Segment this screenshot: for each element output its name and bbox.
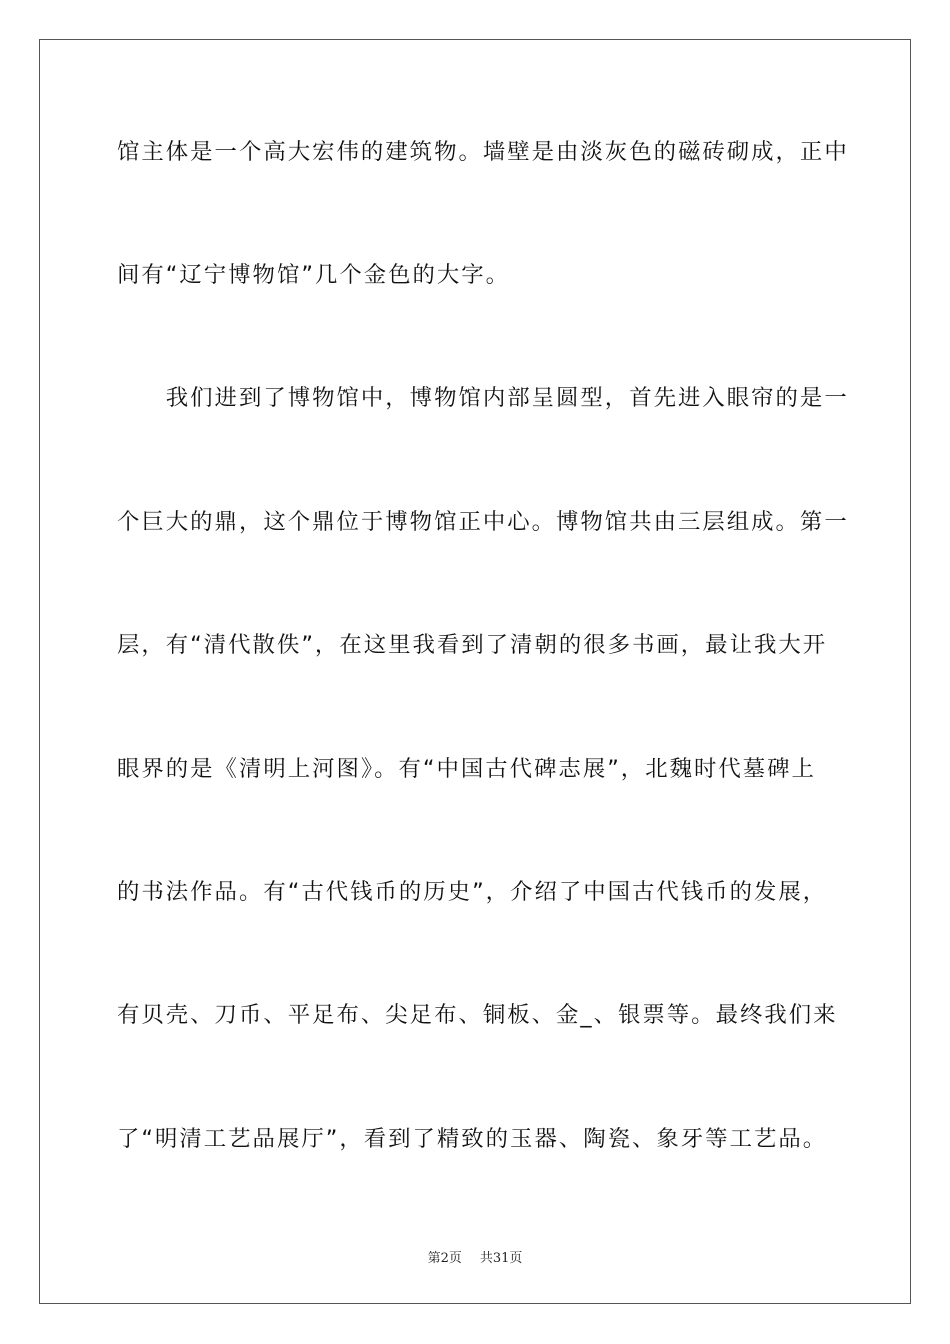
- text-line: 馆主体是一个高大宏伟的建筑物。墙壁是由淡灰色的磁砖砌成，正中: [117, 139, 849, 165]
- total-pages-label: 共31页: [479, 1251, 523, 1266]
- text-line: 我们进到了博物馆中，博物馆内部呈圆型，首先进入眼帘的是一: [117, 385, 849, 411]
- text-line: 层，有“清代散佚”，在这里我看到了清朝的很多书画，最让我大开: [117, 632, 828, 658]
- text-line: 了“明清工艺品展厅”，看到了精致的玉器、陶瓷、象牙等工艺品。: [117, 1126, 828, 1152]
- text-line: 有贝壳、刀币、平足布、尖足布、铜板、金_、银票等。最终我们来: [117, 1002, 838, 1028]
- text-line: 间有“辽宁博物馆”几个金色的大字。: [117, 262, 511, 288]
- page-footer: [0, 1247, 950, 1266]
- current-page-label: 第2页: [427, 1251, 462, 1266]
- text-line: 个巨大的鼎，这个鼎位于博物馆正中心。博物馆共由三层组成。第一: [117, 509, 849, 535]
- text-line: 的书法作品。有“古代钱币的历史”，介绍了中国古代钱币的发展，: [117, 879, 828, 905]
- page-border: [39, 39, 911, 1304]
- text-line: 眼界的是《清明上河图》。有“中国古代碑志展”，北魏时代墓碑上: [117, 756, 816, 782]
